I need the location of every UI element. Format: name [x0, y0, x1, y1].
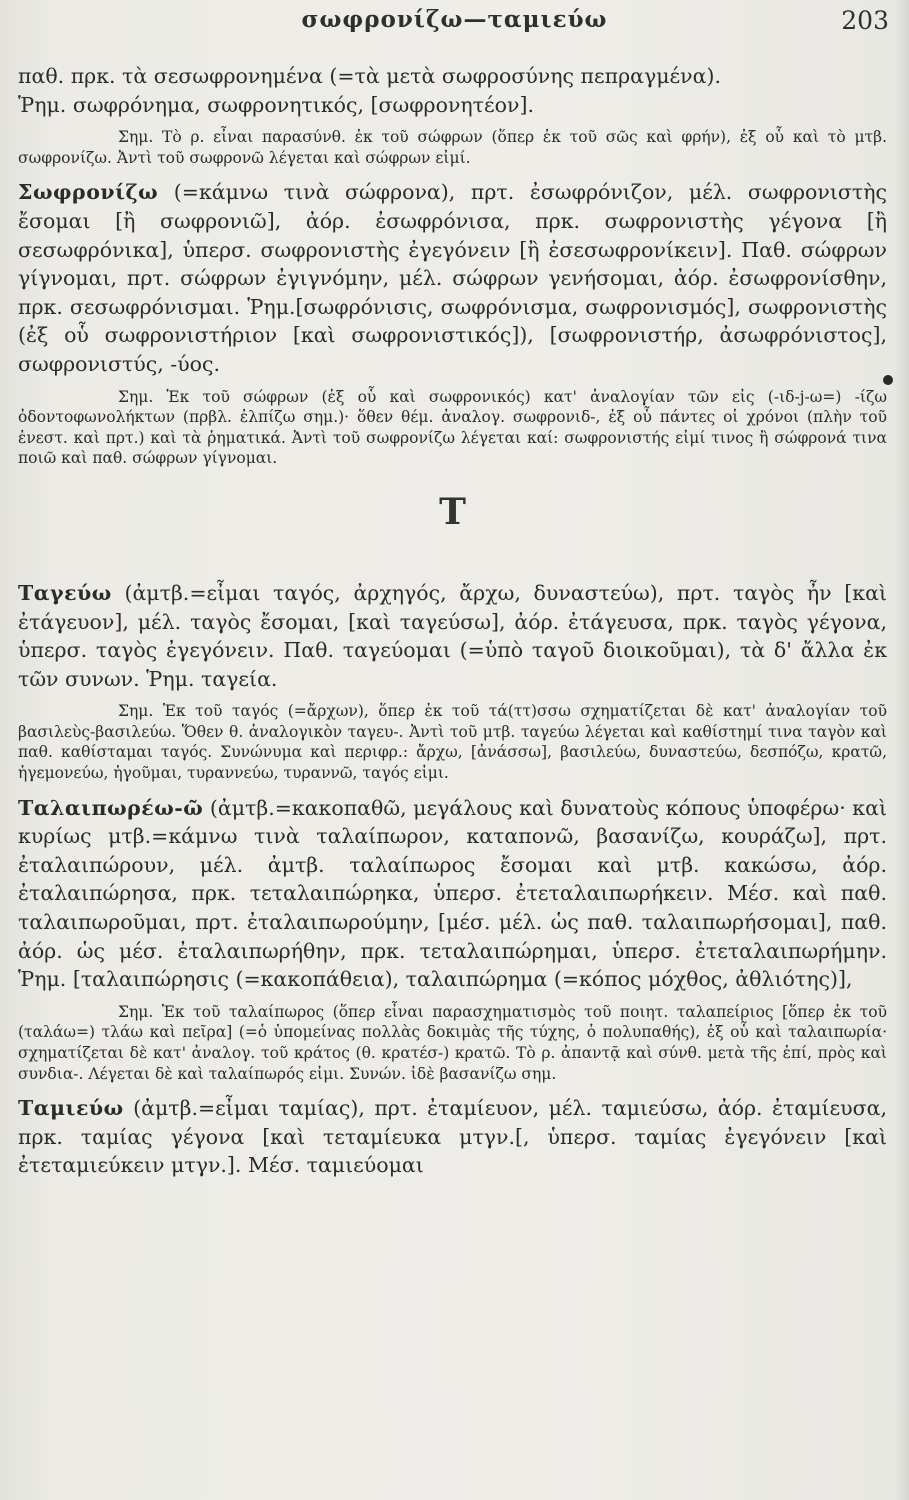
- note-talaiporeo: Σημ. Ἐκ τοῦ ταλαίπωρος (ὅπερ εἶναι παρασχηματισμὸς τοῦ ποιητ. ταλαπείριος [ὅπερ ἐκ τοῦ (ταλάω=) τλάω καὶ πεῖρα] (=ὁ ὑπομείνας πολλὰς δοκιμὰς τῆς τύχης, ὁ πολυπαθής), ἐξ οὗ καὶ ταλαιπωρία· σχηματίζεται δὲ κατ' ἀναλογ. τοῦ κράτος (θ. κρατέσ-) κρατῶ. Τὸ ρ. ἀπαντᾷ καὶ σύνθ. μετὰ τῆς ἐπί, πρὸς καὶ συνδια-. Λέγεται δὲ καὶ ταλαίπωρός εἰμι. Συνών. ἰδὲ βασανίζω σημ.: [18, 1002, 887, 1083]
- margin-ink-dot: [883, 375, 893, 385]
- headword: Σωφρονίζω: [18, 180, 159, 205]
- continuation-line-2: Ῥημ. σωφρόνημα, σωφρονητικός, [σωφρονητέον].: [18, 92, 534, 117]
- page-edge-shadow: [895, 0, 909, 1500]
- running-head: σωφρονίζω—ταμιεύω: [301, 6, 608, 33]
- entry-tageuo: [18, 579, 887, 693]
- entry-text: (ἀμτβ.=εἶμαι ταγός, ἀρχηγός, ἄρχω, δυναστεύω), πρτ. ταγὸς ἦν [καὶ ἐτάγευον], μέλ. ταγὸς ἔσομαι, [καὶ ταγεύσω], ἀόρ. ἐτάγευσα, πρκ. ταγὸς γέγονα, ὑπερσ. ταγὸς ἐγεγόνειν. Παθ. ταγεύομαι (=ὑπὸ ταγοῦ διοικοῦμαι), τὰ δ' ἄλλα ἐκ τῶν συνων. Ῥημ. ταγεία.: [18, 580, 887, 691]
- page-number: 203: [841, 6, 889, 35]
- note-sophronizo: Σημ. Ἐκ τοῦ σώφρων (ἐξ οὗ καὶ σωφρονικός) κατ' ἀναλογίαν τῶν εἰς (-ιδ-j-ω=) -ίζω ὀδοντοφωνολήκτων (πρβλ. ἐλπίζω σημ.)· ὅθεν θέμ. ἀναλογ. σωφρονιδ-, ἐξ οὗ πάντες οἱ χρόνοι (πλὴν τοῦ ἐνεστ. καὶ πρτ.) καὶ τὰ ῥηματικά. Ἀντὶ τοῦ σωφρονίζω λέγεται καί: σωφρονιστής εἰμί τινος ἢ σώφρονά τινα ποιῶ καὶ παθ. σώφρων γίγνομαι.: [18, 387, 887, 468]
- entry-text: (ἀμτβ.=εἶμαι ταμίας), πρτ. ἐταμίευον, μέλ. ταμιεύσω, ἀόρ. ἐταμίευσα, πρκ. ταμίας γέγονα [καὶ τεταμίευκα μτγν.[, ὑπερσ. ταμίας ἐγεγόνειν [καὶ ἐτεταμιεύκειν μτγν.]. Μέσ. ταμιεύομαι: [18, 1096, 887, 1178]
- entry-talaiporeo: [18, 794, 887, 994]
- section-divider: [18, 469, 887, 579]
- note-tageuo: Σημ. Ἐκ τοῦ ταγός (=ἄρχων), ὅπερ ἐκ τοῦ τά(ττ)σσω σχηματίζεται δὲ κατ' ἀναλογίαν τοῦ βασιλεὺς-βασιλεύω. Ὅθεν θ. ἀναλογικὸν ταγευ-. Ἀντὶ τοῦ μτβ. ταγεύω λέγεται καὶ καθίστημί τινα ταγὸν καὶ παθ. καθίσταμαι ταγός. Συνώνυμα καὶ περιφρ.: ἄρχω, [ἀνάσσω], βασιλεύω, δυναστεύω, δεσπόζω, κρατῶ, ἡγεμονεύω, ἡγοῦμαι, τυραννεύω, τυραννῶ, ταγός εἰμι.: [18, 702, 887, 783]
- entry-tamieuo: [18, 1094, 887, 1180]
- entry-text: (ἀμτβ.=κακοπαθῶ, μεγάλους καὶ δυνατοὺς κόπους ὑποφέρω· καὶ κυρίως μτβ.=κάμνω τινὰ ταλαίπωρον, καταπονῶ, βασανίζω, κουράζω], πρτ. ἐταλαιπώρουν, μέλ. ἀμτβ. ταλαίπωρος ἔσομαι καὶ μτβ. κακώσω, ἀόρ. ἐταλαιπώρησα, πρκ. τεταλαιπώρηκα, ὑπερσ. ἐτεταλαιπωρήκειν. Μέσ. καὶ παθ. ταλαιπωροῦμαι, πρτ. ἐταλαιπωρούμην, [μέσ. μέλ. ὡς παθ. ταλαιπωρήσομαι], παθ. ἀόρ. ὡς μέσ. ἐταλαιπωρήθην, πρκ. τεταλαιπώρημαι, ὑπερσ. ἐτεταλαιπωρήμην. Ῥημ. [ταλαιπώρησις (=κακοπάθεια), ταλαιπώρημα (=κόπος μόχθος, ἀθλιότης)],: [18, 795, 887, 992]
- page-content: [18, 62, 887, 1180]
- entry-text: (=κάμνω τινὰ σώφρονα), πρτ. ἐσωφρόνιζον, μέλ. σωφρονιστὴς ἔσομαι [ἢ σωφρονιῶ], ἀόρ. ἐσωφρόνισα, πρκ. σωφρονιστὴς γέγονα [ἢ σεσωφρόνικα], ὑπερσ. σωφρονιστὴς ἐγεγόνειν [ἢ ἐσεσωφρονίκειν]. Παθ. σώφρων γίγνομαι, πρτ. σώφρων ἐγιγνόμην, μέλ. σώφρων γενήσομαι, ἀόρ. ἐσωφρονίσθην, πρκ. σεσωφρόνισμαι. Ῥημ.[σωφρόνισις, σωφρόνισμα, σωφρονισμός], σωφρονιστὴς (ἐξ οὗ σωφρονιστήριον [καὶ σωφρονιστικός]), [σωφρονιστήρ, ἀσωφρόνιστος], σωφρονιστύς, -ύος.: [18, 180, 887, 376]
- headword: Ταλαιπωρέω-ῶ: [18, 795, 204, 820]
- continuation-line-1: παθ. πρκ. τὰ σεσωφρονημένα (=τὰ μετὰ σωφροσύνης πεπραγμένα).: [18, 64, 721, 88]
- headword: Ταγεύω: [18, 580, 112, 605]
- section-letter: T: [439, 490, 466, 533]
- note-sophron: Σημ. Τὸ ρ. εἶναι παρασύνθ. ἐκ τοῦ σώφρων (ὅπερ ἐκ τοῦ σῶς καὶ φρήν), ἐξ οὗ καὶ τὸ μτβ. σωφρονίζω. Ἀντὶ τοῦ σωφρονῶ λέγεται καὶ σώφρων εἰμί.: [18, 128, 887, 167]
- page-header: [0, 6, 909, 40]
- entry-sophronizo: [18, 178, 887, 378]
- headword: Ταμιεύω: [18, 1096, 124, 1121]
